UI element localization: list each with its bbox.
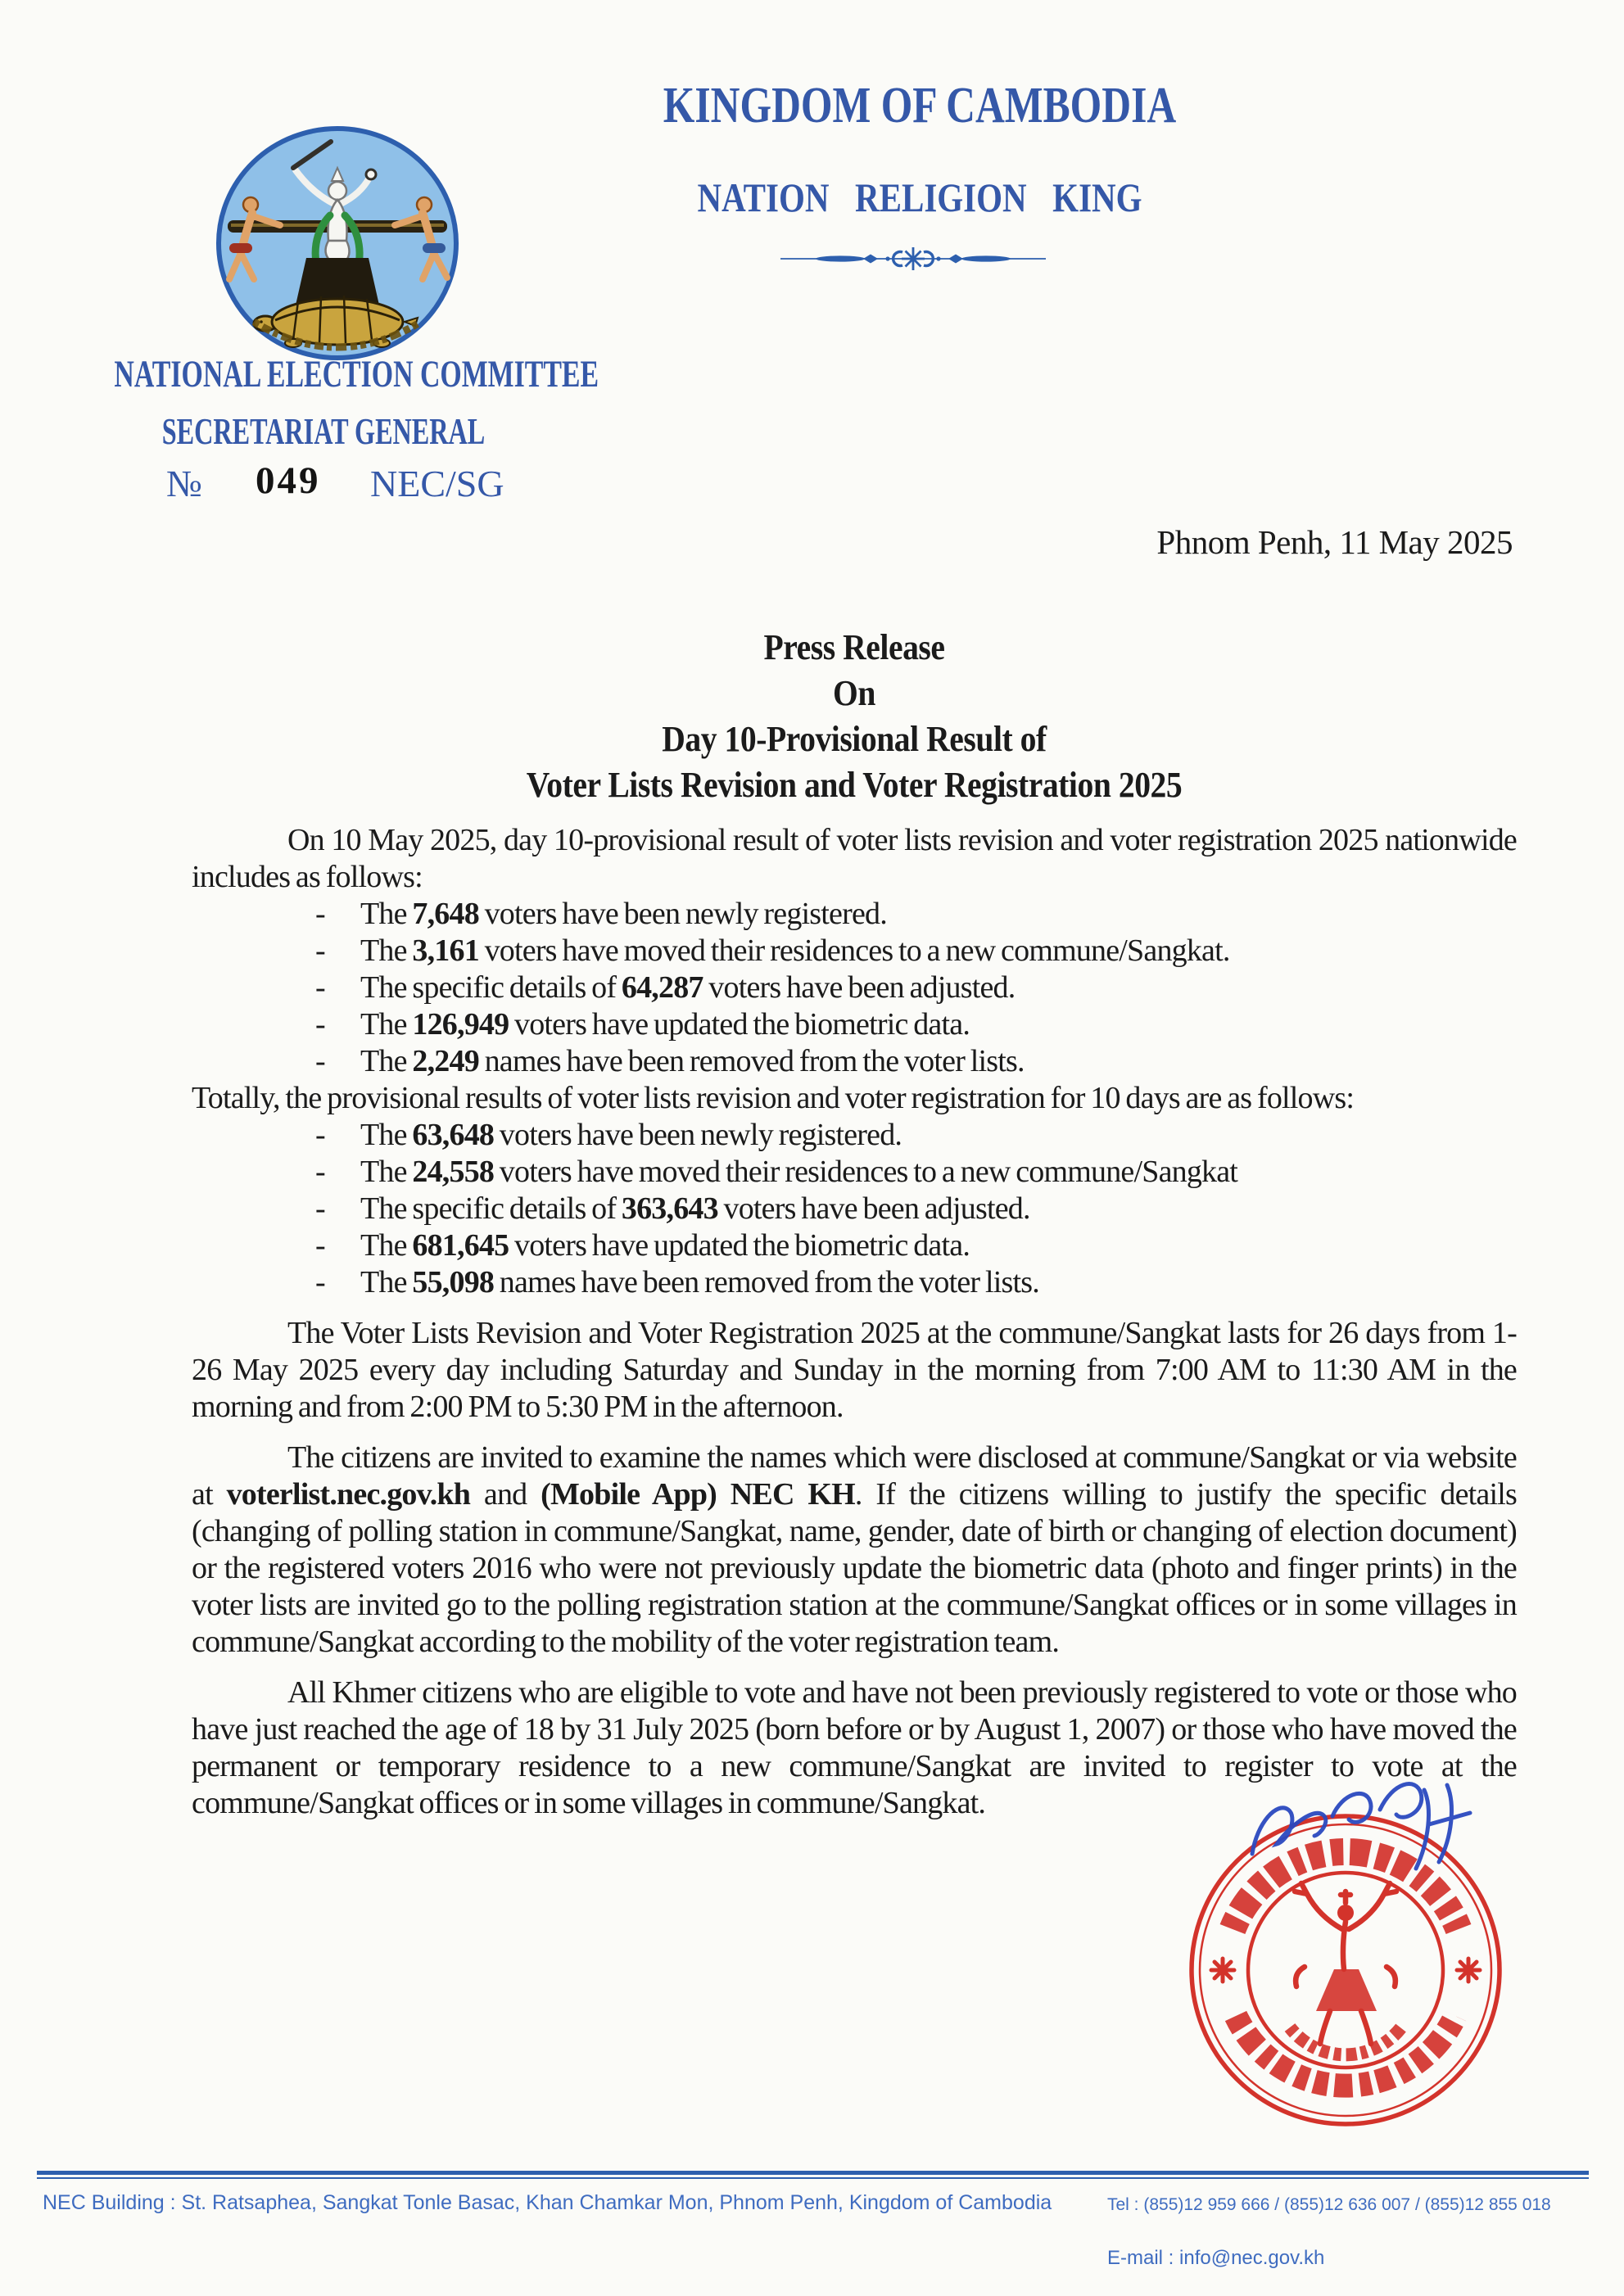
bullet-dash: - (315, 1044, 325, 1078)
list-item: - The 126,949 voters have updated the biometric data. (315, 1007, 970, 1042)
title-line-1: Press Release (763, 627, 945, 667)
bullet-dash: - (315, 933, 325, 968)
doc-number-label: № (166, 463, 202, 504)
paragraph-invitation: The citizens are invited to examine the names which were disclosed at commune/Sangkat or via website at voterlist.nec.gov.kh and (Mobile App) NEC KH. If the citizens willing to justify the specific details (changing of polling station in commune/Sangkat, name, gender, date of birth or changing of election document) or the registered voters 2016 who were not previously update the biometric data (photo and finger prints) in the voter lists are invited go to the polling registration station at the commune/Sangkat offices or in some villages in commune/Sangkat according to the mobility of the voter registration team. (192, 1440, 1517, 1659)
nec-emblem-icon (215, 125, 460, 364)
dateline: Phnom Penh, 11 May 2025 (1156, 523, 1513, 561)
kingdom-title: KINGDOM OF CAMBODIA (663, 78, 1177, 133)
paragraph-totally: Totally, the provisional results of voter lists revision and voter registration for 10 days are as follows: (192, 1081, 1355, 1115)
list-item: - The 63,648 voters have been newly registered. (315, 1118, 902, 1152)
motto-title: NATION RELIGION KING (697, 174, 1142, 220)
ornamental-divider-icon (778, 241, 1048, 277)
footer-email: E-mail : info@nec.gov.kh (1107, 2247, 1325, 2269)
seal-asterisk-left (1211, 1959, 1234, 1982)
committee-name: NATIONAL ELECTION COMMITTEE (114, 353, 599, 395)
footer-rule-thin (37, 2177, 1589, 2179)
title-line-2: On (833, 673, 875, 713)
press-release-title (258, 625, 1450, 808)
bullet-dash: - (315, 1265, 325, 1299)
paragraph-schedule: The Voter Lists Revision and Voter Registration 2025 at the commune/Sangkat lasts for 26 days from 1-26 May 2025 every day including Saturday and Sunday in the morning from 7:00 AM to 11:30 AM in the morning and from 2:00 PM to 5:30 PM in the afternoon. (192, 1316, 1517, 1424)
footer-rule-thick (37, 2171, 1589, 2175)
seal-ring-text-bottom (1236, 2016, 1455, 2086)
list-item: - The 681,645 voters have updated the biometric data. (315, 1228, 970, 1263)
seal-asterisk-right (1457, 1959, 1480, 1982)
list-item: - The 2,249 names have been removed from the voter lists. (315, 1044, 1025, 1078)
doc-number-value: 049 (256, 459, 321, 502)
title-line-3: Day 10-Provisional Result of (662, 719, 1047, 759)
list-item: - The 24,558 voters have moved their residences to a new commune/Sangkat (315, 1155, 1238, 1189)
list-item: - The specific details of 363,643 voters have been adjusted. (315, 1191, 1030, 1226)
document-number-line (33, 459, 614, 508)
paragraph-eligibility: All Khmer citizens who are eligible to vote and have not been previously registered to vote or those who have just reached the age of 18 by 31 July 2025 (born before or by August 1, 2007) or those who have moved the permanent or temporary residence to a new commune/Sangkat are invited to register to vote at the commune/Sangkat offices or in some villages in commune/Sangkat. (192, 1675, 1517, 1820)
seal-deity-figure (1295, 1883, 1396, 2044)
title-line-4: Voter Lists Revision and Voter Registration 2025 (526, 765, 1183, 805)
bullet-dash: - (315, 1228, 325, 1263)
footer-tel: Tel : (855)12 959 666 / (855)12 636 007 / (855)12 855 018 (1107, 2195, 1551, 2214)
bullet-dash: - (315, 897, 325, 931)
list-item: - The 55,098 names have been removed from the voter lists. (315, 1265, 1039, 1299)
footer-address: NEC Building : St. Ratsaphea, Sangkat Tonle Basac, Khan Chamkar Mon, Phnom Penh, Kingdom of Cambodia (43, 2191, 1052, 2214)
list-item: - The 7,648 voters have been newly registered. (315, 897, 887, 931)
bullet-dash: - (315, 1155, 325, 1189)
paragraph-day10-intro: On 10 May 2025, day 10-provisional result of voter lists revision and voter registration 2025 nationwide includes as follows: (192, 823, 1517, 894)
bullet-dash: - (315, 1118, 325, 1152)
signature-ink-icon (1241, 1765, 1486, 1898)
secretariat-name: SECRETARIAT GENERAL (161, 410, 486, 452)
list-item: - The specific details of 64,287 voters have been adjusted. (315, 970, 1016, 1005)
seal-inner-text (1290, 2027, 1401, 2054)
list-item: - The 3,161 voters have moved their residences to a new commune/Sangkat. (315, 933, 1230, 968)
bullet-dash: - (315, 1007, 325, 1042)
bullet-dash: - (315, 970, 325, 1005)
doc-number-suffix: NEC/SG (370, 463, 504, 504)
bullet-dash: - (315, 1191, 325, 1226)
document-body (192, 822, 1517, 1822)
